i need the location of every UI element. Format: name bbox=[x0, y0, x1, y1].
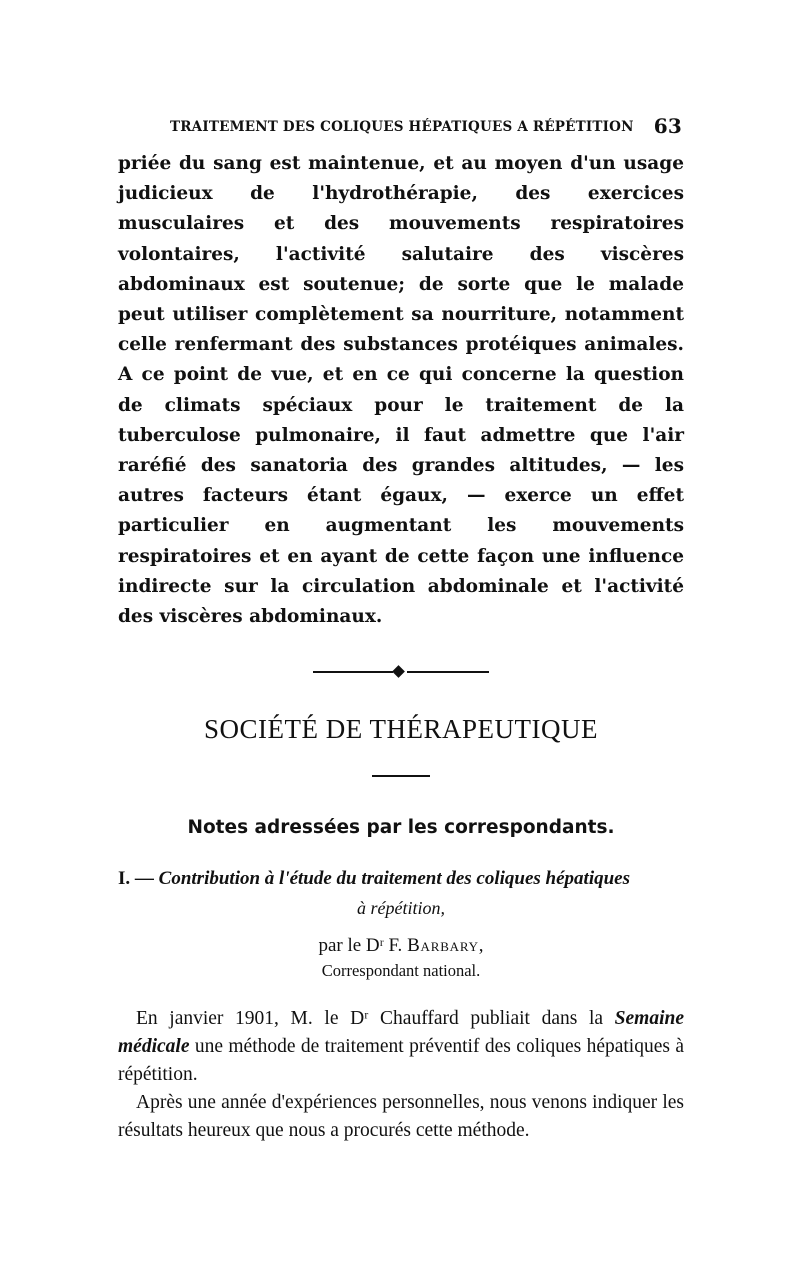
running-title: TRAITEMENT DES COLIQUES HÉPATIQUES A RÉPÉTITION bbox=[170, 119, 634, 135]
journal-name: Semaine médicale bbox=[118, 1008, 685, 1058]
author-role: Correspondant national. bbox=[321, 961, 481, 981]
article-title-line1: Contribution à l'étude du traitement des coliques hépatiques bbox=[158, 868, 631, 890]
ornament-line-left bbox=[313, 671, 393, 673]
page-number: 63 bbox=[653, 114, 682, 138]
book-page bbox=[118, 112, 684, 1145]
section-title: SOCIÉTÉ DE THÉRAPEUTIQUE bbox=[204, 714, 598, 745]
article-number: I. — bbox=[118, 868, 154, 890]
diamond-icon bbox=[392, 665, 405, 678]
author-by: par le Dʳ F. bbox=[318, 935, 403, 957]
continuation-paragraph: priée du sang est maintenue, et au moyen d'un usage judicieux de l'hydrothérapie, des exercices musculaires et des mouvements respiratoires volontaires, l'activité salutaire des viscères abdominaux est soutenue; de sorte que le malade peut utiliser complètement sa nourriture, notamment celle renfermant des substances protéiques animales. A ce point de vue, et en ce qui concerne la question de climats spéciaux pour le traitement de la tuberculose pulmonaire, il faut admettre que l'air raréfié des sanatoria des grandes altitudes, — les autres facteurs étant égaux, — exerce un effet particulier en augmentant les mouvements respiratoires et en ayant de cette façon une influence indirecte sur la circulation abdominale et l'activité des viscères abdominaux. bbox=[118, 153, 684, 628]
article-paragraph-2: Après une année d'expériences personnelles, nous venons indiquer les résultats heureux que nous a procurés cette méthode. bbox=[118, 1092, 684, 1142]
article-title-line2: à répétition, bbox=[357, 898, 445, 919]
notes-heading: Notes adressées par les correspondants. bbox=[187, 817, 615, 839]
author-name: Barbary bbox=[407, 935, 479, 957]
paragraph-1-start: En janvier 1901, M. le Dʳ Chauffard publiait dans la bbox=[136, 1008, 604, 1030]
article-paragraph-1 bbox=[118, 1005, 684, 1089]
article-title bbox=[118, 868, 684, 890]
short-rule-divider bbox=[372, 775, 430, 777]
running-header bbox=[118, 112, 684, 144]
author-line bbox=[118, 935, 684, 957]
ornament-line-right bbox=[407, 671, 489, 673]
ornament-divider bbox=[313, 666, 489, 678]
paragraph-1-end: une méthode de traitement préventif des coliques hépatiques à répétition. bbox=[118, 1036, 684, 1086]
author-suffix: , bbox=[478, 935, 484, 957]
